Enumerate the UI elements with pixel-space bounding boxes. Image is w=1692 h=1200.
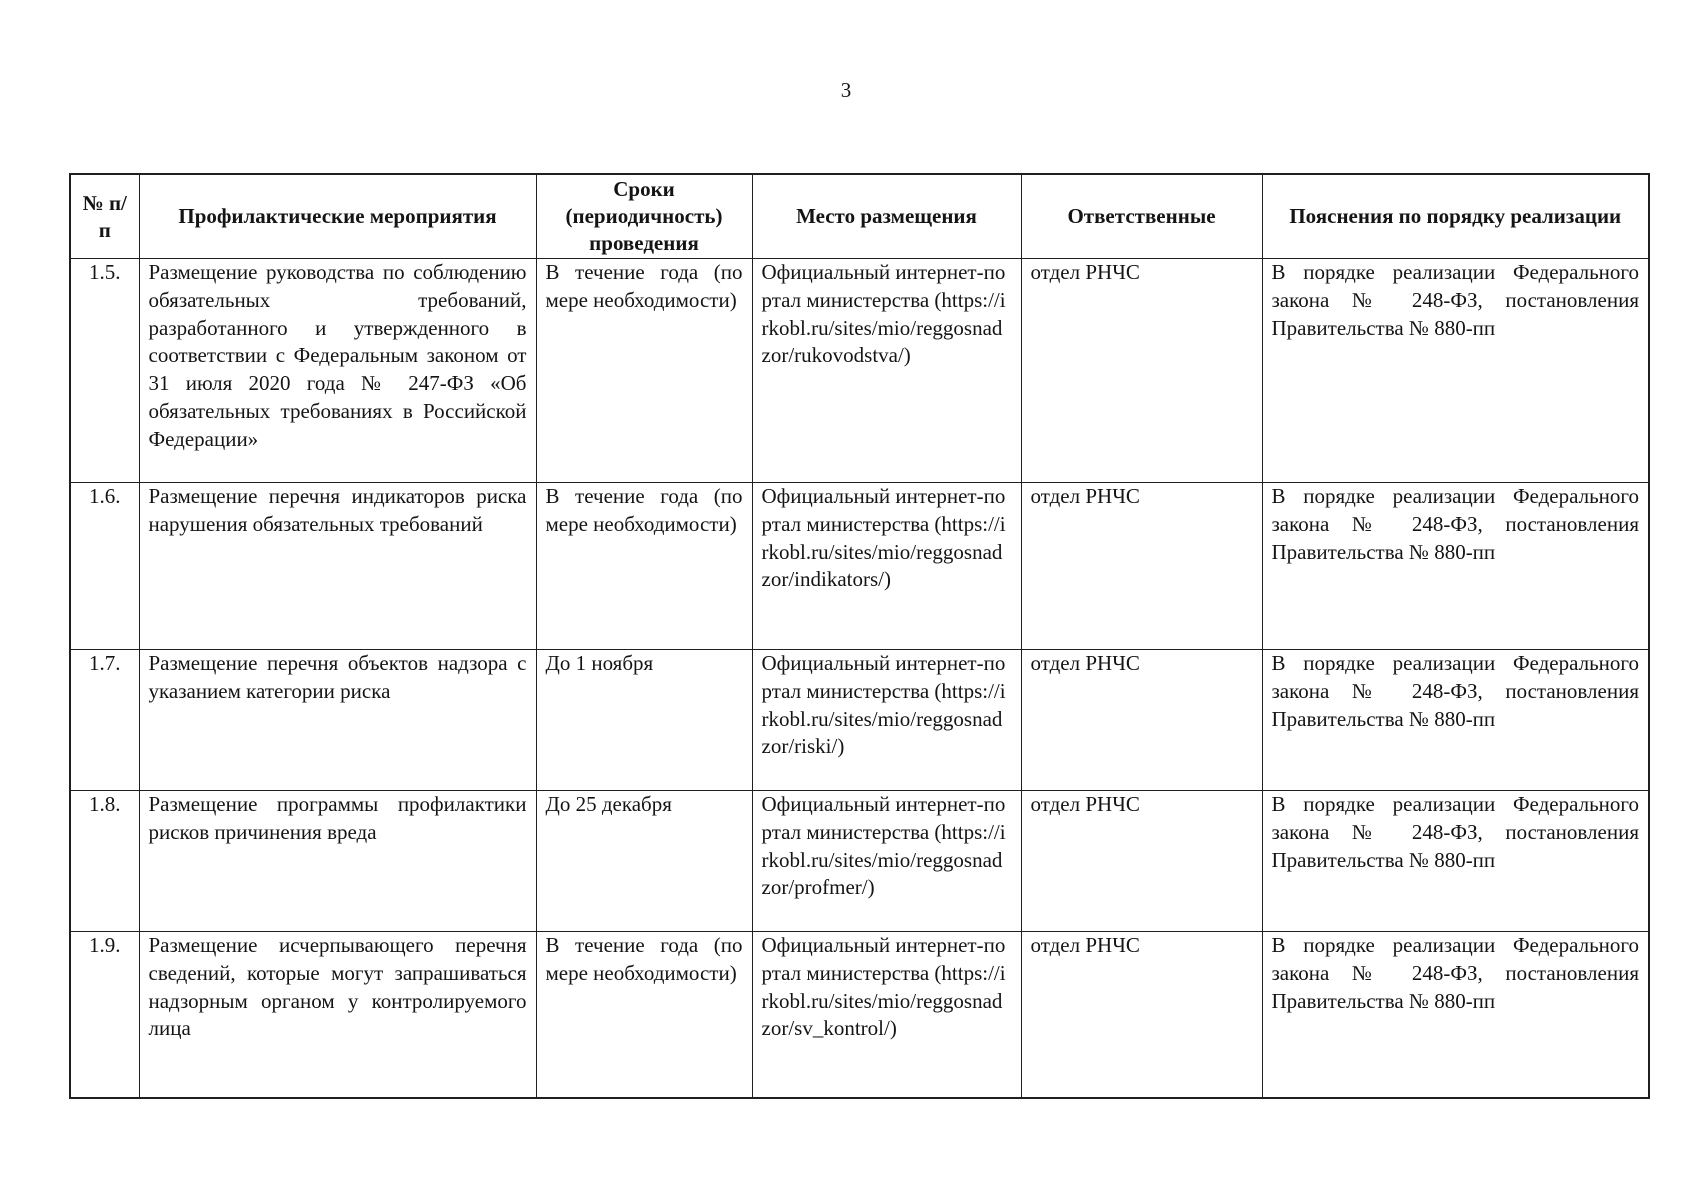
row-responsible: отдел РНЧС (1021, 791, 1262, 932)
row-notes: В порядке реализации Федерального закона № 248-ФЗ, постановления Правительства № 880-пп (1262, 791, 1649, 932)
table-row (70, 650, 1649, 791)
row-responsible: отдел РНЧС (1021, 483, 1262, 650)
row-place: Официальный интернет-портал министерства (https://irkobl.ru/sites/mio/reggosnadzor/riski/) (752, 650, 1021, 791)
row-number: 1.8. (70, 791, 139, 932)
row-terms: В течение года (по мере необходимости) (536, 483, 752, 650)
row-number: 1.7. (70, 650, 139, 791)
table-header-row (70, 174, 1649, 259)
row-notes: В порядке реализации Федерального закона № 248-ФЗ, постановления Правительства № 880-пп (1262, 259, 1649, 483)
header-num: № п/п (70, 174, 139, 259)
row-activity: Размещение перечня объектов надзора с указанием категории риска (139, 650, 536, 791)
row-terms: До 25 декабря (536, 791, 752, 932)
header-place: Место размещения (752, 174, 1021, 259)
row-responsible: отдел РНЧС (1021, 932, 1262, 1099)
row-responsible: отдел РНЧС (1021, 650, 1262, 791)
prevention-measures-table (69, 173, 1650, 1099)
row-place: Официальный интернет-портал министерства (https://irkobl.ru/sites/mio/reggosnadzor/rukovodstva/) (752, 259, 1021, 483)
row-place: Официальный интернет-портал министерства (https://irkobl.ru/sites/mio/reggosnadzor/indikators/) (752, 483, 1021, 650)
row-activity: Размещение перечня индикаторов риска нарушения обязательных требований (139, 483, 536, 650)
row-activity: Размещение исчерпывающего перечня сведений, которые могут запрашиваться надзорным органом у контролируемого лица (139, 932, 536, 1099)
row-activity: Размещение программы профилактики рисков причинения вреда (139, 791, 536, 932)
row-place: Официальный интернет-портал министерства (https://irkobl.ru/sites/mio/reggosnadzor/profmer/) (752, 791, 1021, 932)
table-row (70, 932, 1649, 1099)
row-number: 1.5. (70, 259, 139, 483)
row-number: 1.6. (70, 483, 139, 650)
page-number: 3 (840, 78, 852, 102)
row-notes: В порядке реализации Федерального закона № 248-ФЗ, постановления Правительства № 880-пп (1262, 483, 1649, 650)
row-number: 1.9. (70, 932, 139, 1099)
header-terms: Сроки (периодичность) проведения (536, 174, 752, 259)
row-responsible: отдел РНЧС (1021, 259, 1262, 483)
header-notes: Пояснения по порядку реализации (1262, 174, 1649, 259)
table-row (70, 259, 1649, 483)
table-row (70, 791, 1649, 932)
row-notes: В порядке реализации Федерального закона № 248-ФЗ, постановления Правительства № 880-пп (1262, 932, 1649, 1099)
row-notes: В порядке реализации Федерального закона № 248-ФЗ, постановления Правительства № 880-пп (1262, 650, 1649, 791)
row-terms: До 1 ноября (536, 650, 752, 791)
row-place: Официальный интернет-портал министерства (https://irkobl.ru/sites/mio/reggosnadzor/sv_kontrol/) (752, 932, 1021, 1099)
row-activity: Размещение руководства по соблюдению обязательных требований, разработанного и утвержденного в соответствии с Федеральным законом от 31 июля 2020 года № 247-ФЗ «Об обязательных требованиях в Российской Федерации» (139, 259, 536, 483)
header-responsible: Ответственные (1021, 174, 1262, 259)
row-terms: В течение года (по мере необходимости) (536, 259, 752, 483)
table-row (70, 483, 1649, 650)
row-terms: В течение года (по мере необходимости) (536, 932, 752, 1099)
header-activity: Профилактические мероприятия (139, 174, 536, 259)
